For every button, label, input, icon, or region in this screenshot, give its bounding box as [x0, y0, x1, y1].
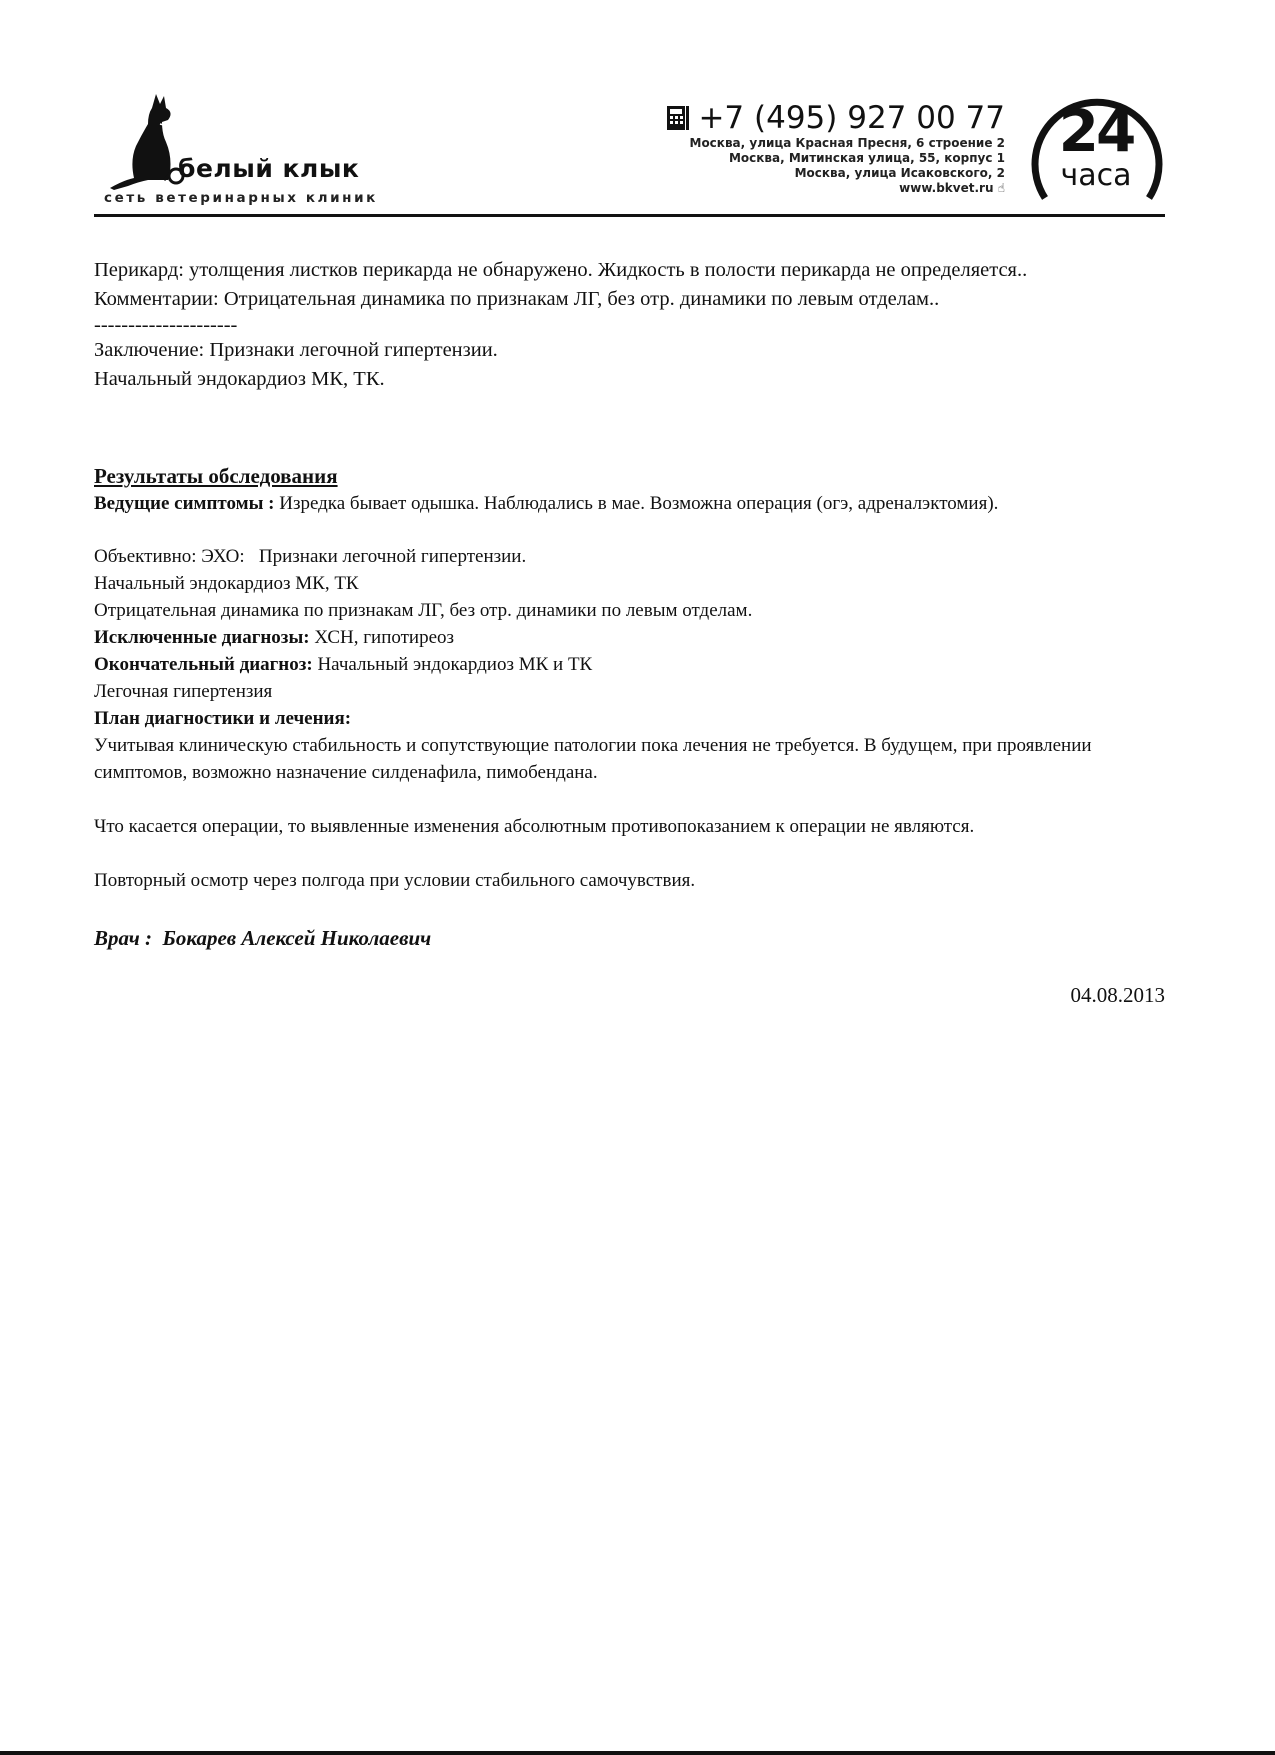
- excluded-diagnoses: [94, 624, 1174, 651]
- excluded-label: Исключенные диагнозы:: [94, 627, 310, 648]
- pericardium-text: Перикард: утолщения листков перикарда не обнаружено. Жидкость в полости перикарда не определяется..: [94, 259, 1028, 281]
- examination-results: [94, 463, 1174, 894]
- website-line: [666, 181, 1005, 196]
- hand-cursor-icon: ☝: [997, 181, 1005, 195]
- contact-block: [666, 100, 1005, 196]
- operation-text: Что касается операции, то выявленные изменения абсолютным противопоказанием к операции не являются.: [94, 816, 975, 837]
- clinic-logo: [94, 90, 394, 206]
- 24-hours-badge: [1027, 80, 1165, 218]
- objective-line-1: Объективно: ЭХО: Признаки легочной гипертензии.: [94, 546, 527, 567]
- spacer: [94, 786, 1174, 813]
- symptoms-label: Ведущие симптомы :: [94, 493, 275, 514]
- separator-line: ---------------------: [94, 314, 238, 336]
- results-heading: Результаты обследования: [94, 464, 338, 488]
- header-divider: [94, 214, 1165, 217]
- conclusion-text: Заключение: Признаки легочной гипертензии.: [94, 339, 498, 361]
- spacer: [94, 840, 1174, 867]
- final-value: Начальный эндокардиоз МК и ТК: [312, 654, 593, 675]
- brand-name: белый клык: [178, 154, 360, 183]
- plan-text: Учитывая клиническую стабильность и сопутствующие патологии пока лечения не требуется. В будущем, при проявлении симптомов, возможно назначение силденафила, пимобендана.: [94, 735, 1092, 783]
- badge-text: часа: [1060, 158, 1132, 193]
- address-3: Москва, улица Исаковского, 2: [794, 166, 1005, 180]
- objective-line-2: Начальный эндокардиоз МК, ТК: [94, 573, 359, 594]
- excluded-value: ХСН, гипотиреоз: [309, 627, 455, 648]
- conclusion-text-2: Начальный эндокардиоз МК, ТК.: [94, 368, 385, 390]
- final-diagnosis-2: Легочная гипертензия: [94, 681, 273, 702]
- final-diagnosis: [94, 651, 1174, 678]
- website-link[interactable]: www.bkvet.ru: [899, 181, 994, 195]
- symptoms-value: Изредка бывает одышка. Наблюдались в мае. Возможна операция (огэ, адреналэктомия).: [274, 493, 999, 514]
- phone-number: +7 (495) 927 00 77: [698, 100, 1005, 136]
- comments-text: Комментарии: Отрицательная динамика по признакам ЛГ, без отр. динамики по левым отделам..: [94, 288, 940, 310]
- brand-tagline: сеть ветеринарных клиник: [104, 190, 378, 206]
- symptoms-paragraph: [94, 490, 1074, 517]
- phone-icon: [666, 105, 690, 131]
- report-date: 04.08.2013: [1070, 983, 1165, 1007]
- echo-report: [94, 256, 1174, 394]
- plan-label: План диагностики и лечения:: [94, 708, 352, 729]
- objective-line-3: Отрицательная динамика по признакам ЛГ, без отр. динамики по левым отделам.: [94, 600, 753, 621]
- spacer: [94, 517, 1174, 543]
- phone-line: [666, 100, 1005, 136]
- letterhead: [94, 78, 1165, 218]
- address-2: Москва, Митинская улица, 55, корпус 1: [728, 151, 1005, 165]
- scan-edge: [0, 1751, 1275, 1755]
- doctor-signature: Врач : Бокарев Алексей Николаевич: [94, 926, 432, 950]
- final-label: Окончательный диагноз:: [94, 654, 313, 675]
- address-1: Москва, улица Красная Пресня, 6 строение 2: [689, 136, 1005, 150]
- badge-number: 24: [1058, 97, 1134, 165]
- followup-text: Повторный осмотр через полгода при условии стабильного самочувствия.: [94, 870, 696, 891]
